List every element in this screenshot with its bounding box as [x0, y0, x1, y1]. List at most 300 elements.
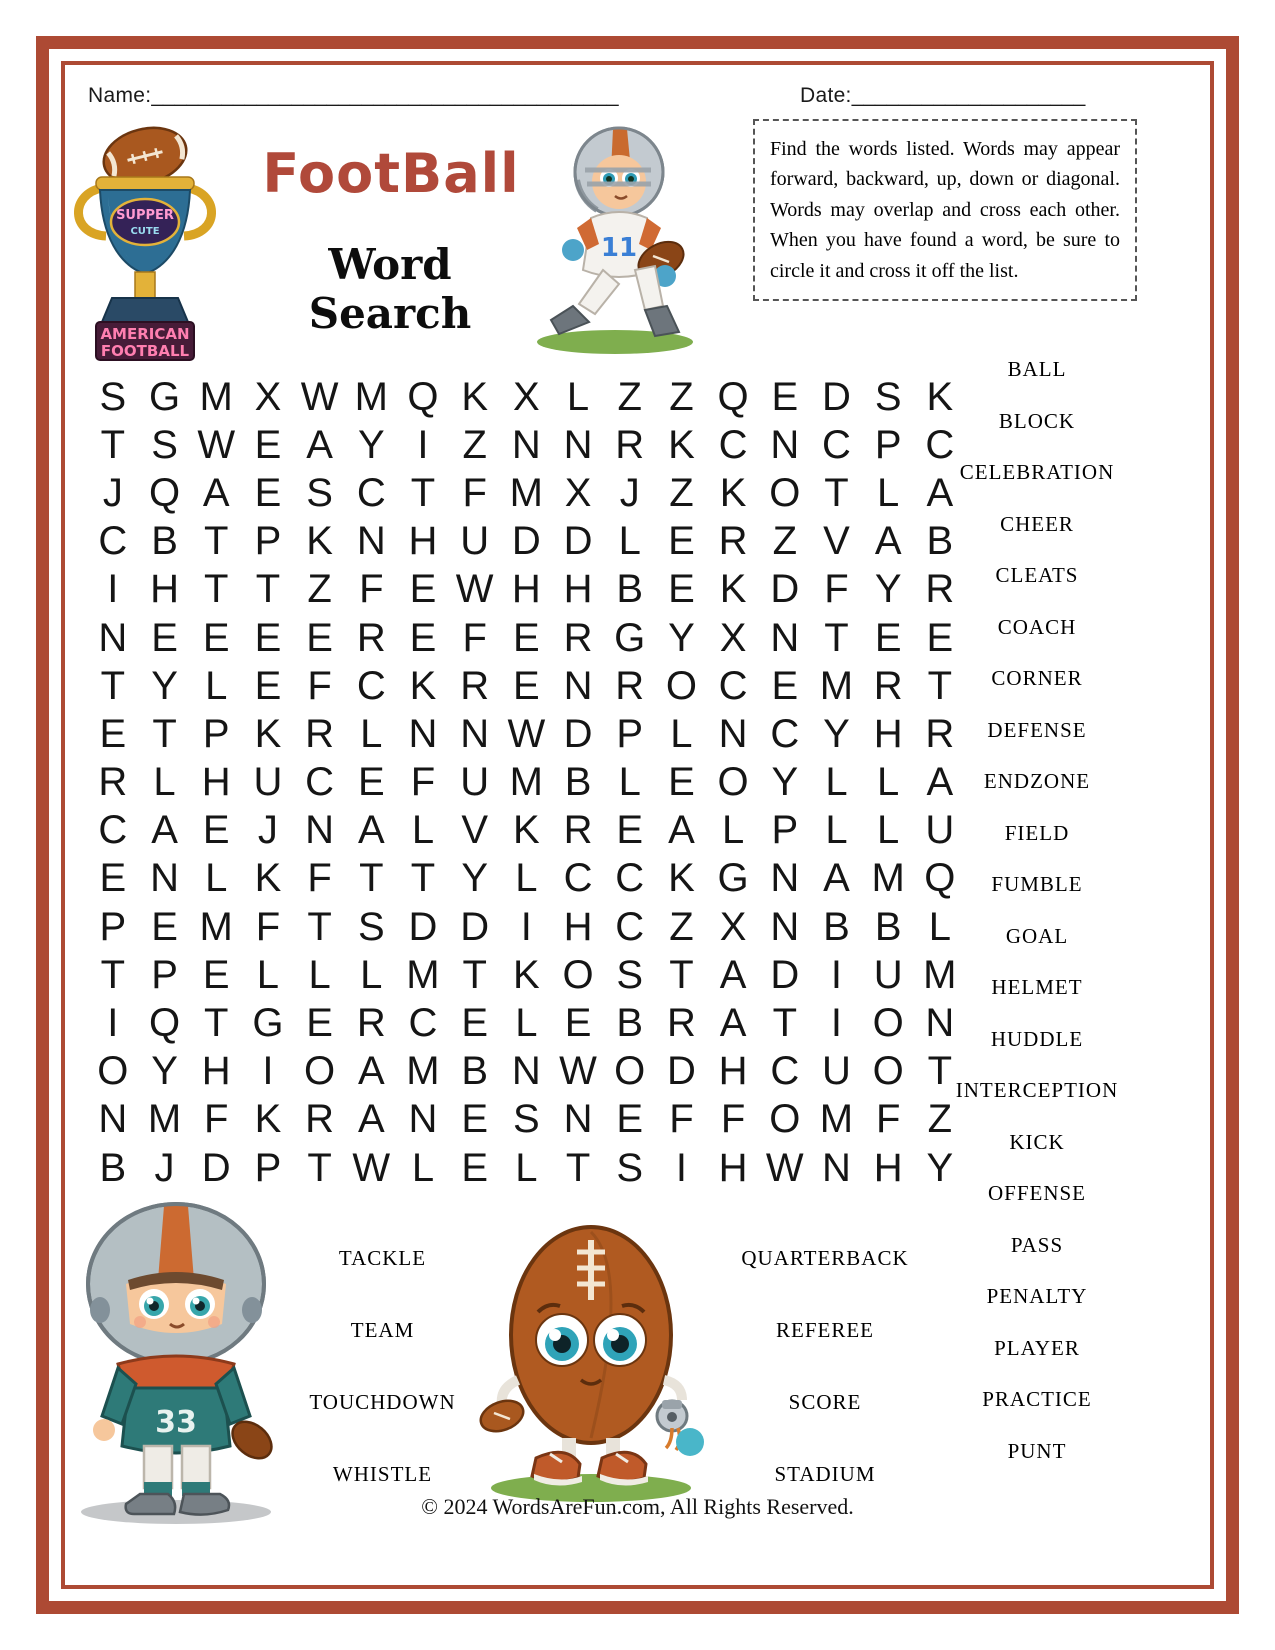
grid-letter: P: [202, 711, 230, 756]
grid-letter: X: [513, 374, 540, 419]
grid-letter: M: [871, 856, 905, 901]
grid-letter: H: [718, 1145, 748, 1190]
grid-letter: N: [408, 711, 438, 756]
grid-letter: N: [770, 422, 800, 467]
grid-letter: O: [97, 1049, 129, 1094]
grid-letter: K: [668, 856, 695, 901]
grid-row: [87, 566, 966, 614]
grid-letter: N: [718, 711, 748, 756]
grid-letter: E: [771, 663, 799, 708]
grid-letter: G: [252, 1001, 284, 1046]
grid-letter: C: [615, 904, 645, 949]
trophy-badge-line1: SUPPER: [116, 208, 174, 223]
grid-letter: D: [770, 952, 800, 997]
word-list-item: CHEER: [1000, 511, 1074, 536]
grid-letter: J: [619, 470, 640, 515]
grid-letter: T: [824, 615, 849, 660]
grid-letter: G: [614, 615, 646, 660]
grid-letter: E: [668, 567, 695, 612]
grid-letter: N: [511, 1049, 541, 1094]
grid-letter: F: [669, 1097, 694, 1142]
grid-letter: E: [668, 519, 695, 564]
grid-letter: R: [563, 808, 593, 853]
grid-letter: A: [357, 1049, 385, 1094]
grid-letter: N: [356, 519, 386, 564]
grid-letter: T: [152, 711, 177, 756]
grid-letter: S: [357, 904, 385, 949]
grid-letter: E: [99, 856, 127, 901]
grid-letter: E: [202, 808, 230, 853]
grid-letter: K: [719, 567, 747, 612]
grid-letter: V: [461, 808, 488, 853]
grid-letter: T: [927, 1049, 953, 1094]
word-list-item: BALL: [1007, 357, 1067, 382]
grid-letter: P: [771, 808, 799, 853]
grid-letter: N: [563, 1097, 593, 1142]
grid-letter: H: [511, 567, 541, 612]
grid-letter: L: [670, 711, 693, 756]
grid-letter: S: [306, 470, 333, 515]
grid-letter: I: [262, 1049, 274, 1094]
word-list-item: HELMET: [991, 975, 1083, 1000]
grid-letter: P: [616, 711, 644, 756]
grid-letter: F: [307, 663, 332, 708]
grid-letter: L: [360, 952, 383, 997]
grid-letter: B: [564, 760, 592, 805]
grid-letter: F: [720, 1097, 746, 1142]
grid-letter: D: [666, 1049, 696, 1094]
grid-letter: F: [255, 904, 281, 949]
grid-letter: P: [254, 1145, 282, 1190]
grid-letter: R: [356, 615, 386, 660]
grid-letter: O: [562, 952, 594, 997]
grid-letter: E: [926, 615, 954, 660]
word-list-bottom-left: [295, 1222, 470, 1510]
grid-letter: W: [507, 711, 546, 756]
grid-letter: P: [151, 952, 178, 997]
grid-letter: R: [305, 711, 335, 756]
grid-letter: C: [98, 519, 128, 564]
grid-letter: Q: [717, 374, 749, 419]
grid-letter: U: [873, 952, 903, 997]
word-list-item: FUMBLE: [991, 872, 1083, 897]
trophy-illustration: [52, 116, 238, 366]
grid-letter: U: [253, 760, 283, 805]
grid-letter: E: [254, 615, 282, 660]
word-list-item: PRACTICE: [982, 1387, 1092, 1412]
grid-letter: E: [254, 470, 282, 515]
word-list-item: COACH: [997, 614, 1077, 639]
grid-letter: V: [823, 519, 850, 564]
grid-letter: A: [719, 1001, 747, 1046]
grid-letter: E: [357, 760, 385, 805]
grid-letter: W: [197, 422, 236, 467]
grid-row: [87, 1048, 966, 1096]
grid-row: [87, 1096, 966, 1144]
word-list-item: CORNER: [991, 666, 1083, 691]
word-list-right: [922, 344, 1152, 1477]
grid-letter: N: [770, 615, 800, 660]
grid-letter: X: [719, 904, 747, 949]
grid-row: [87, 614, 966, 662]
grid-letter: L: [825, 808, 848, 853]
grid-letter: O: [872, 1001, 904, 1046]
grid-letter: M: [406, 952, 440, 997]
grid-letter: Y: [771, 760, 799, 805]
grid-letter: K: [254, 856, 282, 901]
grid-letter: E: [151, 615, 178, 660]
grid-letter: M: [199, 374, 233, 419]
grid-letter: C: [356, 663, 386, 708]
grid-letter: C: [563, 856, 593, 901]
grid-letter: L: [308, 952, 331, 997]
grid-letter: A: [357, 1097, 385, 1142]
grid-letter: W: [765, 1145, 804, 1190]
grid-letter: L: [515, 856, 538, 901]
grid-letter: E: [409, 567, 437, 612]
grid-letter: L: [153, 760, 176, 805]
grid-letter: L: [825, 760, 848, 805]
word-list-item: OFFENSE: [987, 1181, 1087, 1206]
grid-row: [87, 951, 966, 999]
grid-letter: O: [717, 760, 749, 805]
grid-letter: K: [254, 711, 282, 756]
grid-letter: Z: [669, 470, 694, 515]
page-title: FootBall: [262, 142, 520, 205]
grid-letter: J: [154, 1145, 175, 1190]
grid-letter: P: [254, 519, 282, 564]
grid-letter: X: [564, 470, 592, 515]
word-list-item: PLAYER: [994, 1335, 1080, 1360]
grid-letter: G: [148, 374, 181, 419]
pompom: [676, 1428, 704, 1456]
grid-letter: Y: [151, 1049, 178, 1094]
grid-letter: Z: [462, 422, 487, 467]
word-list-item: REFEREE: [775, 1317, 874, 1342]
football-mascot-illustration: [466, 1190, 716, 1505]
grid-letter: N: [305, 808, 335, 853]
grid-letter: B: [151, 519, 178, 564]
grid-letter: S: [616, 952, 644, 997]
grid-letter: Z: [669, 904, 694, 949]
grid-letter: H: [201, 760, 231, 805]
grid-letter: I: [107, 1001, 119, 1046]
grid-letter: T: [100, 422, 126, 467]
grid-letter: T: [307, 1145, 332, 1190]
grid-letter: L: [877, 808, 900, 853]
grid-letter: O: [665, 663, 697, 708]
grid-letter: L: [877, 470, 900, 515]
grid-letter: O: [769, 1097, 801, 1142]
grid-letter: A: [823, 856, 850, 901]
grid-letter: Q: [407, 374, 439, 419]
grid-letter: Z: [669, 374, 694, 419]
grid-letter: D: [770, 567, 800, 612]
word-list-bottom-right: [715, 1222, 935, 1510]
word-list-item: TEAM: [350, 1317, 415, 1342]
grid-letter: A: [151, 808, 178, 853]
grid-letter: H: [201, 1049, 231, 1094]
grid-letter: H: [408, 519, 438, 564]
grid-letter: K: [719, 470, 747, 515]
grid-letter: C: [770, 711, 800, 756]
grid-letter: K: [409, 663, 437, 708]
grid-letter: T: [204, 519, 229, 564]
grid-letter: A: [202, 470, 230, 515]
grid-letter: N: [408, 1097, 438, 1142]
grid-letter: R: [460, 663, 490, 708]
word-list-item: KICK: [1009, 1129, 1065, 1154]
grid-letter: E: [513, 615, 540, 660]
grid-letter: M: [819, 1097, 854, 1142]
grid-letter: G: [717, 856, 749, 901]
grid-letter: K: [254, 1097, 282, 1142]
grid-row: [87, 518, 966, 566]
grid-letter: R: [356, 1001, 386, 1046]
grid-letter: P: [99, 904, 127, 949]
grid-letter: E: [513, 663, 540, 708]
grid-letter: Z: [772, 519, 797, 564]
grid-letter: E: [254, 422, 282, 467]
instructions-box: Find the words listed. Words may appear forward, backward, up, down or diagonal. Words may overlap and cross each other. When you have found a word, be sure to circle it and cross it off the list.: [753, 119, 1137, 301]
word-list-item: INTERCEPTION: [955, 1078, 1119, 1103]
grid-letter: I: [520, 904, 532, 949]
grid-letter: E: [461, 1097, 488, 1142]
grid-letter: H: [563, 904, 593, 949]
grid-letter: L: [256, 952, 280, 997]
grid-letter: O: [769, 470, 801, 515]
grid-letter: Q: [148, 470, 181, 515]
word-list-item: PENALTY: [986, 1284, 1088, 1309]
grid-letter: T: [359, 856, 384, 901]
grid-letter: Y: [823, 711, 850, 756]
grid-letter: C: [925, 422, 955, 467]
grid-letter: H: [873, 711, 903, 756]
name-label: Name:: [88, 84, 152, 107]
grid-letter: Y: [874, 567, 902, 612]
grid-letter: X: [254, 374, 282, 419]
grid-letter: L: [515, 1145, 538, 1190]
grid-letter: A: [719, 952, 747, 997]
grid-letter: R: [98, 760, 128, 805]
grid-letter: U: [925, 808, 955, 853]
page-subtitle: Word Search: [308, 240, 472, 338]
word-list-item: HUDDLE: [990, 1026, 1084, 1051]
grid-letter: M: [509, 760, 543, 805]
grid-letter: E: [306, 615, 333, 660]
grid-letter: F: [204, 1097, 229, 1142]
grid-letter: N: [511, 422, 541, 467]
grid-letter: M: [199, 904, 233, 949]
grid-row: [87, 662, 966, 710]
grid-letter: T: [772, 1001, 797, 1046]
grid-letter: O: [304, 1049, 336, 1094]
grid-letter: F: [875, 1097, 901, 1142]
word-list-item: DEFENSE: [987, 717, 1087, 742]
grid-letter: T: [669, 952, 694, 997]
grid-letter: S: [513, 1097, 540, 1142]
word-list-item: SCORE: [788, 1389, 862, 1414]
grid-letter: X: [719, 615, 747, 660]
grid-letter: F: [462, 470, 487, 515]
boy-jersey-number: 33: [155, 1405, 197, 1440]
grid-letter: J: [102, 470, 123, 515]
grid-letter: J: [257, 808, 278, 853]
copyright-footer: © 2024 WordsAreFun.com, All Rights Reserved.: [421, 1494, 854, 1519]
grid-row: [87, 710, 966, 758]
grid-letter: F: [359, 567, 384, 612]
grid-letter: Y: [357, 422, 385, 467]
grid-letter: N: [822, 1145, 851, 1190]
running-player-illustration: [515, 110, 727, 358]
grid-letter: A: [926, 470, 954, 515]
grid-letter: A: [874, 519, 902, 564]
grid-letter: C: [718, 663, 748, 708]
grid-letter: B: [616, 1001, 644, 1046]
grid-letter: R: [925, 711, 955, 756]
grid-letter: E: [306, 1001, 333, 1046]
grid-letter: N: [150, 856, 179, 901]
grid-letter: K: [461, 374, 488, 419]
grid-letter: L: [205, 856, 228, 901]
grid-letter: E: [151, 904, 178, 949]
word-list-item: WHISTLE: [332, 1461, 433, 1486]
grid-letter: Q: [924, 856, 956, 901]
grid-letter: L: [411, 1145, 435, 1190]
grid-letter: N: [770, 856, 800, 901]
grid-letter: A: [357, 808, 385, 853]
grid-letter: K: [668, 422, 695, 467]
grid-letter: H: [873, 1145, 903, 1190]
grid-row: [87, 373, 966, 421]
grid-letter: U: [822, 1049, 851, 1094]
grid-letter: E: [461, 1145, 488, 1190]
trophy-base-line1: AMERICAN: [100, 325, 190, 343]
name-field: [88, 84, 619, 108]
grid-row: [87, 1144, 966, 1192]
grid-letter: L: [205, 663, 228, 708]
grid-letter: R: [873, 663, 903, 708]
word-list-item: ENDZONE: [983, 769, 1091, 794]
grid-row: [87, 759, 966, 807]
date-field: [800, 84, 1085, 108]
grid-letter: E: [668, 760, 695, 805]
grid-letter: T: [462, 952, 487, 997]
grid-letter: T: [824, 470, 849, 515]
grid-letter: K: [513, 952, 540, 997]
grid-letter: Y: [926, 1145, 954, 1190]
grid-letter: Y: [461, 856, 488, 901]
grid-letter: I: [830, 1001, 843, 1046]
grid-letter: C: [822, 422, 851, 467]
grid-letter: A: [926, 760, 954, 805]
mascot-right-arm-whistle: [657, 1380, 704, 1456]
grid-letter: M: [354, 374, 388, 419]
grid-letter: O: [614, 1049, 646, 1094]
grid-letter: E: [771, 374, 799, 419]
grid-letter: E: [99, 711, 127, 756]
grid-letter: T: [255, 567, 281, 612]
grid-row: [87, 903, 966, 951]
word-list-item: PASS: [1010, 1232, 1064, 1257]
helmet-boy-illustration: [56, 1192, 296, 1527]
grid-letter: D: [563, 519, 593, 564]
grid-letter: N: [460, 711, 490, 756]
grid-letter: Z: [617, 374, 642, 419]
grid-letter: L: [877, 760, 900, 805]
word-list-item: TACKLE: [338, 1245, 427, 1270]
name-blank-line: ________________________________________: [151, 84, 619, 107]
grid-letter: I: [830, 952, 843, 997]
grid-row: [87, 855, 966, 903]
trophy-cup: [78, 177, 211, 360]
grid-letter: B: [823, 904, 850, 949]
grid-letter: N: [563, 422, 593, 467]
grid-letter: C: [305, 760, 335, 805]
grid-letter: R: [563, 615, 593, 660]
grid-letter: B: [874, 904, 902, 949]
grid-letter: T: [410, 470, 436, 515]
grid-letter: F: [824, 567, 849, 612]
grid-letter: H: [563, 567, 593, 612]
grid-letter: Y: [151, 663, 178, 708]
grid-letter: E: [202, 615, 230, 660]
grid-letter: L: [515, 1001, 538, 1046]
grid-letter: D: [408, 904, 438, 949]
grid-letter: L: [928, 904, 951, 949]
grid-letter: O: [872, 1049, 904, 1094]
grid-letter: P: [874, 422, 902, 467]
grid-letter: E: [874, 615, 902, 660]
grid-letter: T: [100, 663, 126, 708]
word-list-item: GOAL: [1005, 923, 1069, 948]
grid-letter: S: [151, 422, 178, 467]
word-list-item: STADIUM: [774, 1461, 876, 1486]
grid-letter: C: [770, 1049, 800, 1094]
word-list-item: QUARTERBACK: [741, 1245, 909, 1270]
grid-letter: L: [618, 760, 641, 805]
grid-letter: I: [417, 422, 429, 467]
grid-letter: E: [254, 663, 282, 708]
grid-letter: C: [408, 1001, 438, 1046]
grid-letter: B: [461, 1049, 488, 1094]
grid-letter: E: [564, 1001, 592, 1046]
grid-letter: F: [307, 856, 332, 901]
grid-letter: D: [822, 374, 851, 419]
word-list-item: TOUCHDOWN: [309, 1389, 456, 1414]
grid-letter: T: [204, 567, 229, 612]
boy-face: [126, 1272, 226, 1333]
grid-letter: M: [406, 1049, 440, 1094]
grid-letter: T: [927, 663, 953, 708]
grid-letter: D: [460, 904, 490, 949]
trophy-badge-line2: CUTE: [130, 226, 160, 237]
grid-letter: M: [147, 1097, 182, 1142]
grid-letter: B: [616, 567, 644, 612]
grid-letter: D: [563, 711, 593, 756]
grid-letter: S: [99, 374, 127, 419]
grid-letter: W: [559, 1049, 597, 1094]
grid-letter: C: [356, 470, 386, 515]
grid-letter: F: [410, 760, 436, 805]
mascot-body: [511, 1227, 671, 1443]
grid-letter: M: [819, 663, 854, 708]
grid-letter: L: [411, 808, 435, 853]
grid-letter: T: [565, 1145, 591, 1190]
date-blank-line: ____________________: [851, 84, 1086, 107]
grid-letter: E: [409, 615, 437, 660]
grid-letter: R: [305, 1097, 335, 1142]
